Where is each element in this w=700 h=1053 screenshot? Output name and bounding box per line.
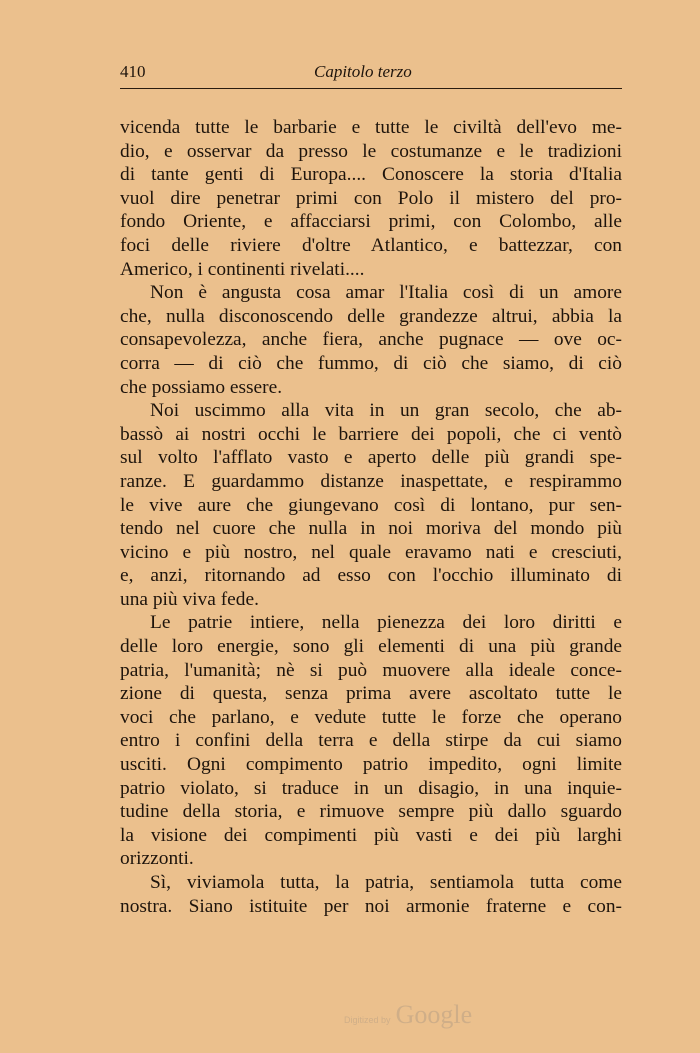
text-line: sul volto l'afflato vasto e aperto delle più grandi spe- [120,447,622,469]
text-line: patrio violato, si traduce in un disagio, in una inquie- [120,777,622,799]
text-line: la visione dei compimenti più vasti e dei più larghi [120,824,622,846]
text-line: orizzonti. [120,848,194,870]
paragraph-first-line: Non è angusta cosa amar l'Italia così di un amore [150,282,622,304]
running-title: Capitolo terzo [314,62,412,81]
page-number: 410 [120,62,146,81]
text-line: Americo, i continenti rivelati.... [120,258,365,280]
page-header [120,60,622,84]
text-line: zione di questa, senza prima avere ascoltato tutte le [120,683,622,705]
text-line: fondo Oriente, e affacciarsi primi, con Colombo, alle [120,211,622,233]
google-logo: Google [395,1000,473,1029]
text-line: vicenda tutte le barbarie e tutte le civiltà dell'evo me- [120,117,622,138]
text-line: entro i confini della terra e della stirpe da cui siamo [120,730,622,752]
text-line: tendo nel cuore che nulla in noi moriva del mondo più [120,518,622,540]
paragraph-first-line: Sì, viviamola tutta, la patria, sentiamola tutta come [150,872,622,893]
text-line: le vive aure che giungevano così di lontano, pur sen- [120,494,622,516]
text-line: patria, l'umanità; nè si può muovere alla ideale conce- [120,659,622,681]
text-line: e, anzi, ritornando ad esso con l'occhio illuminato di [120,565,622,587]
body-text [120,116,622,918]
text-line: vuol dire penetrar primi con Polo il mistero del pro- [120,187,622,209]
text-line: voci che parlano, e vedute tutte le forze che operano [120,706,622,728]
digitized-watermark [344,1000,472,1030]
text-line: usciti. Ogni compimento patrio impedito, ogni limite [120,754,622,776]
header-rule [120,88,622,89]
text-line: nostra. Siano istituite per noi armonie fraterne e con- [120,895,622,917]
text-line: di tante genti di Europa.... Conoscere la storia d'Italia [120,164,622,186]
text-line: consapevolezza, anche fiera, anche pugnace — ove oc- [120,329,622,351]
paragraph-first-line: Noi uscimmo alla vita in un gran secolo, che ab- [150,400,622,422]
paragraph-first-line: Le patrie intiere, nella pienezza dei loro diritti e [150,612,622,634]
text-line: dio, e osservar da presso le costumanze e le tradizioni [120,140,622,162]
text-line: che possiamo essere. [120,376,283,398]
watermark-prefix: Digitized by [344,1015,391,1025]
text-line: che, nulla disconoscendo delle grandezze altrui, abbia la [120,305,622,327]
text-line: delle loro energie, sono gli elementi di una più grande [120,636,622,658]
text-line: foci delle riviere d'oltre Atlantico, e battezzar, con [120,234,622,256]
text-line: corra — di ciò che fummo, di ciò che siamo, di ciò [120,352,622,374]
text-line: ranze. E guardammo distanze inaspettate, e respirammo [120,470,622,492]
text-line: bassò ai nostri occhi le barriere dei popoli, che ci ventò [120,423,622,445]
text-line: vicino e più nostro, nel quale eravamo nati e cresciuti, [120,541,622,563]
text-line: una più viva fede. [120,588,259,610]
text-line: tudine della storia, e rimuove sempre più dallo sguardo [120,801,622,823]
